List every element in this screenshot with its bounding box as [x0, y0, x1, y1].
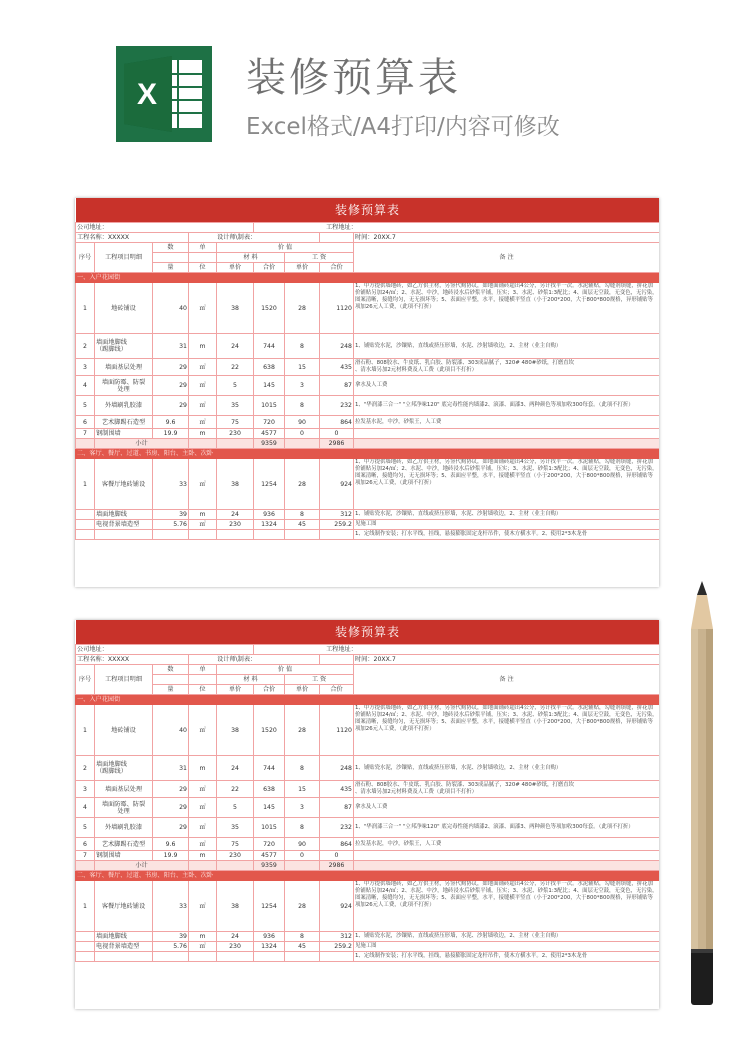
table-row: 4 墙面防霉、防裂 处理 29 ㎡ 5 145 3 87 拿水及人工费: [76, 798, 660, 818]
site-address: 工程地址：: [254, 223, 660, 233]
col-price: 价 值: [217, 665, 354, 675]
col-labor: 工 资: [285, 675, 354, 685]
col-seq: 序号: [76, 665, 95, 695]
col-labor-total: 合价: [320, 263, 354, 273]
page-title: 装修预算表: [246, 55, 461, 101]
table-row: 1 地砖铺设 40 ㎡ 38 1520 28 1120 1、甲方提供墙地砖，如乙方供主材，另签代购协议，如地面铺砖超出4公分，另计找平一次。水泥辅贴，勾缝剂填缝，拼花加价铺贴另加24/㎡；2、水泥、中沙，地砖浸水后砂浆平铺，压实；3、水泥、砂浆1:3配比；4、面层无空鼓，无变色，无污染，图案清晰，接缝均匀，无无损坏等；5、表面应平整，水平，接缝横平竖直（小于200*200，大于800*800规格，异形铺贴等项加26元人工费，（此项不打折）: [76, 705, 660, 756]
table-row: 7 钢制围墙 19.9 m 230 4577 0 0: [76, 429, 660, 439]
section-header: 一、入户花园街: [76, 273, 660, 283]
col-seq: 序号: [76, 243, 95, 273]
table-row: 1 客餐厅地砖铺设 33 ㎡ 38 1254 28 924 1、甲方提供墙地砖，如乙方供主材，另签代购协议，如地面铺砖超出4公分，另计找平一次。水泥辅贴，勾缝剂填缝，拼花加价铺贴另加24/㎡；2、水泥、中沙，地砖浸水后砂浆平铺，压实；3、水泥、砂浆1:3配比；4、面层无空鼓，无变色，无污染，图案清晰，接缝均匀，无无损坏等；5、表面应平整，水平，接缝横平竖直（小于200*200，大于800*800规格，异形铺贴等项加26元人工费，（此项不打折）: [76, 881, 660, 932]
table-row: 电视背景墙造型 5.76 ㎡ 230 1324 45 259.2 见施工图: [76, 520, 660, 530]
table-row: 1 地砖铺设 40 ㎡ 38 1520 28 1120 1、甲方提供墙地砖，如乙方供主材，另签代购协议，如地面铺砖超出4公分，另计找平一次。水泥辅贴，勾缝剂填缝，拼花加价铺贴另加24/㎡；2、水泥、中沙，地砖浸水后砂浆平铺，压实；3、水泥、砂浆1:3配比；4、面层无空鼓，无变色，无污染，图案清晰，接缝均匀，无无损坏等；5、表面应平整，水平，接缝横平竖直（小于200*200，大于800*800规格，异形铺贴等项加26元人工费，（此项不打折）: [76, 283, 660, 334]
col-material-price: 单价: [217, 685, 254, 695]
table-row: 4 墙面防霉、防裂 处理 29 ㎡ 5 145 3 87 拿水及人工费: [76, 376, 660, 396]
section-header: 一、入户花园街: [76, 695, 660, 705]
col-note: 备 注: [354, 243, 660, 273]
col-item: 工程项目明细: [95, 665, 153, 695]
col-material-total: 合价: [254, 263, 285, 273]
col-note: 备 注: [354, 665, 660, 695]
table-row: 3 墙面基层处理 29 ㎡ 22 638 15 435 滑石粉、808胶水、牛皮纸、乳白胶、防裂漆、303成品腻子，320# 480#砂纸，打磨直坎 、清水墙另加2元材料费及人工费（此项目不打折）: [76, 781, 660, 798]
table-row: 3 墙面基层处理 29 ㎡ 22 638 15 435 滑石粉、808胶水、牛皮纸、乳白胶、防裂漆、303成品腻子，320# 480#砂纸，打磨直坎 、清水墙另加2元材料费及人工费（此项目不打折）: [76, 359, 660, 376]
col-labor-price: 单价: [285, 263, 320, 273]
table-row: 墙面地脚线 39 m 24 936 8 312 1、铺贴瓷水泥，沙镶贴，直线或挤压形墙，水泥、沙射墙收边，2、主材（业主自购）: [76, 932, 660, 942]
table-row: 1 客餐厅地砖铺设 33 ㎡ 38 1254 28 924 1、甲方提供墙地砖，如乙方供主材，另签代购协议，如地面铺砖超出4公分，另计找平一次。水泥辅贴，勾缝剂填缝，拼花加价铺贴另加24/㎡；2、水泥、中沙，地砖浸水后砂浆平铺，压实；3、水泥、砂浆1:3配比；4、面层无空鼓，无变色，无污染，图案清晰，接缝均匀，无无损坏等；5、表面应平整，水平，接缝横平竖直（小于200*200，大于800*800规格，异形铺贴等项加26元人工费，（此项不打折）: [76, 459, 660, 510]
section-header: 二、客厅、餐厅、过道、书房、阳台、主卧、次卧: [76, 449, 660, 459]
table-row: 6 艺术脚踢石造型 9.6 ㎡ 75 720 90 864 拉发基水泥，中沙，砂浆王，人工费: [76, 416, 660, 429]
col-material: 材 料: [217, 253, 285, 263]
date-label: 时间：20XX.7: [354, 233, 660, 243]
col-labor-total: 合价: [320, 685, 354, 695]
subtotal-row: 小计 9359 2986: [76, 861, 660, 871]
col-material-total: 合价: [254, 685, 285, 695]
col-labor: 工 资: [285, 253, 354, 263]
col-material-price: 单价: [217, 263, 254, 273]
project-name: 工程名称：XXXXX: [76, 233, 189, 243]
excel-icon-letter: X: [136, 78, 158, 111]
table-row: 2 墙面地脚线 （踢脚线） 31 m 24 744 8 248 1、铺贴瓷水泥，沙镶贴，直线或挤压形墙，水泥、沙射墙收边，2、主材（业主自购）: [76, 756, 660, 781]
table-row: 6 艺术脚踢石造型 9.6 ㎡ 75 720 90 864 拉发基水泥，中沙，砂浆王，人工费: [76, 838, 660, 851]
section-header: 二、客厅、餐厅、过道、书房、阳台、主卧、次卧: [76, 871, 660, 881]
col-unit-b: 位: [189, 263, 217, 273]
project-name: 工程名称：XXXXX: [76, 655, 189, 665]
table-row: 5 外墙刷乳胶漆 29 ㎡ 35 1015 8 232 1、"华润漆三合一" "立邦净味120" 底完毒性能内墙漆2、滚漆、面漆3、两种颜色等项加收300每套。（此项不打折）: [76, 396, 660, 416]
col-unit-b: 位: [189, 685, 217, 695]
col-price: 价 值: [217, 243, 354, 253]
col-item: 工程项目明细: [95, 243, 153, 273]
page-subtitle: Excel格式/A4打印/内容可修改: [246, 114, 560, 140]
pencil-icon: [687, 581, 717, 1011]
col-unit: 单: [189, 243, 217, 253]
designer-label: 设计师\制表：: [189, 233, 320, 243]
sheet-preview-1: 装修预算表 公司地址： 工程地址： 工程名称：XXXXX 设计师\制表： 时间：20XX.7 序号 工程项目明细 数 单 价 值 备 注 材 料 工 资 量 位 单价 合价 单价 合价 一、入户花园街 1 地砖铺设 40 ㎡ 38 1520 28 1120 1、甲方提供墙地砖，如乙方供主材，另签代购协议，如地面铺砖超出4公分，另计找平一次。水泥辅贴，勾缝剂填缝，拼花加价铺贴另加24/㎡；2、水泥、中沙，地砖浸水后砂浆平铺，压实；3、水泥、砂浆1:3配比；4、面层无空鼓，无变色，无污染，图案清晰，接缝均匀，无无损坏等；5、表面应平整，水平，接缝横平竖直（小于200*200，大于800*800规格，异形铺贴等项加26元人工费，（此项不打折） 2 墙面地脚线 （踢脚线） 31 m 24 744 8 248 1、铺贴瓷水泥，沙镶贴，直线或挤压形墙，水泥、沙射墙收边，2、主材（业主自购） 3 墙面基层处理 29 ㎡ 22 638 15 435 滑石粉、808胶水、牛皮纸、乳白胶、防裂漆、303成品腻子，320# 480#砂纸，打磨直坎 、清水墙另加2元材料费及人工费（此项目不打折） 4 墙面防霉、防裂 处理 29 ㎡ 5 145 3 87 拿水及人工费 5 外墙刷乳胶漆 29 ㎡ 35 1015 8 232 1、"华润漆三合一" "立邦净味120" 底完毒性能内墙漆2、滚漆、面漆3、两种颜色等项加收300每套。（此项不打折） 6 艺术脚踢石造型 9.6 ㎡ 75 720 90 864 拉发基水泥，中沙，砂浆王，人工费 7 钢制围墙 19.9 m 230 4577 0 0 小计 9359 2986 二、客厅、餐厅、过道、书房、阳台、主卧、次卧 1 客餐厅地砖铺设 33 ㎡ 38 1254 28 924 1、甲方提供墙地砖，如乙方供主材，另签代购协议，如地面铺砖超出4公分，另计找平一次。水泥辅贴，勾缝剂填缝，拼花加价铺贴另加24/㎡；2、水泥、中沙，地砖浸水后砂浆平铺，压实；3、水泥、砂浆1:3配比；4、面层无空鼓，无变色，无污染，图案清晰，接缝均匀，无无损坏等；5、表面应平整，水平，接缝横平竖直（小于200*200，大于800*800规格，异形铺贴等项加26元人工费，（此项不打折） 墙面地脚线 39 m 24 936 8 312 1、铺贴瓷水泥，沙镶贴，直线或挤压形墙，水泥、沙射墙收边，2、主材（业主自购） 电视背景墙造型 5.76 ㎡ 230 1324 45 259.2 见施工图 1、定线制作安装；打水平线，挂线，悬接膨胀固定龙杆吊件，使木方横水平。2、使用2*3木龙骨: [75, 198, 659, 587]
col-qty-b: 量: [153, 685, 189, 695]
sheet-preview-2: 装修预算表 公司地址： 工程地址： 工程名称：XXXXX 设计师\制表： 时间：20XX.7 序号 工程项目明细 数 单 价 值 备 注 材 料 工 资 量 位 单价 合价 单价 合价 一、入户花园街 1 地砖铺设 40 ㎡ 38 1520 28 1120 1、甲方提供墙地砖，如乙方供主材，另签代购协议，如地面铺砖超出4公分，另计找平一次。水泥辅贴，勾缝剂填缝，拼花加价铺贴另加24/㎡；2、水泥、中沙，地砖浸水后砂浆平铺，压实；3、水泥、砂浆1:3配比；4、面层无空鼓，无变色，无污染，图案清晰，接缝均匀，无无损坏等；5、表面应平整，水平，接缝横平竖直（小于200*200，大于800*800规格，异形铺贴等项加26元人工费，（此项不打折） 2 墙面地脚线 （踢脚线） 31 m 24 744 8 248 1、铺贴瓷水泥，沙镶贴，直线或挤压形墙，水泥、沙射墙收边，2、主材（业主自购） 3 墙面基层处理 29 ㎡ 22 638 15 435 滑石粉、808胶水、牛皮纸、乳白胶、防裂漆、303成品腻子，320# 480#砂纸，打磨直坎 、清水墙另加2元材料费及人工费（此项目不打折） 4 墙面防霉、防裂 处理 29 ㎡ 5 145 3 87 拿水及人工费 5 外墙刷乳胶漆 29 ㎡ 35 1015 8 232 1、"华润漆三合一" "立邦净味120" 底完毒性能内墙漆2、滚漆、面漆3、两种颜色等项加收300每套。（此项不打折） 6 艺术脚踢石造型 9.6 ㎡ 75 720 90 864 拉发基水泥，中沙，砂浆王，人工费 7 钢制围墙 19.9 m 230 4577 0 0 小计 9359 2986 二、客厅、餐厅、过道、书房、阳台、主卧、次卧 1 客餐厅地砖铺设 33 ㎡ 38 1254 28 924 1、甲方提供墙地砖，如乙方供主材，另签代购协议，如地面铺砖超出4公分，另计找平一次。水泥辅贴，勾缝剂填缝，拼花加价铺贴另加24/㎡；2、水泥、中沙，地砖浸水后砂浆平铺，压实；3、水泥、砂浆1:3配比；4、面层无空鼓，无变色，无污染，图案清晰，接缝均匀，无无损坏等；5、表面应平整，水平，接缝横平竖直（小于200*200，大于800*800规格，异形铺贴等项加26元人工费，（此项不打折） 墙面地脚线 39 m 24 936 8 312 1、铺贴瓷水泥，沙镶贴，直线或挤压形墙，水泥、沙射墙收边，2、主材（业主自购） 电视背景墙造型 5.76 ㎡ 230 1324 45 259.2 见施工图 1、定线制作安装；打水平线，挂线，悬接膨胀固定龙杆吊件，使木方横水平。2、使用2*3木龙骨: [75, 620, 659, 1009]
table-row: 5 外墙刷乳胶漆 29 ㎡ 35 1015 8 232 1、"华润漆三合一" "立邦净味120" 底完毒性能内墙漆2、滚漆、面漆3、两种颜色等项加收300每套。（此项不打折）: [76, 818, 660, 838]
sheet-title: 装修预算表: [76, 620, 660, 645]
table-row: 电视背景墙造型 5.76 ㎡ 230 1324 45 259.2 见施工图: [76, 942, 660, 952]
subtotal-row: 小计 9359 2986: [76, 439, 660, 449]
company-address: 公司地址：: [76, 645, 254, 655]
designer-label: 设计师\制表：: [189, 655, 320, 665]
col-qty: 数: [153, 665, 189, 675]
col-unit: 单: [189, 665, 217, 675]
excel-icon: [116, 46, 212, 142]
table-row: 7 钢制围墙 19.9 m 230 4577 0 0: [76, 851, 660, 861]
sheet-title: 装修预算表: [76, 198, 660, 223]
col-qty: 数: [153, 243, 189, 253]
site-address: 工程地址：: [254, 645, 660, 655]
col-qty-b: 量: [153, 263, 189, 273]
table-row: 墙面地脚线 39 m 24 936 8 312 1、铺贴瓷水泥，沙镶贴，直线或挤压形墙，水泥、沙射墙收边，2、主材（业主自购）: [76, 510, 660, 520]
col-material: 材 料: [217, 675, 285, 685]
date-label: 时间：20XX.7: [354, 655, 660, 665]
table-row: 2 墙面地脚线 （踢脚线） 31 m 24 744 8 248 1、铺贴瓷水泥，沙镶贴，直线或挤压形墙，水泥、沙射墙收边，2、主材（业主自购）: [76, 334, 660, 359]
col-labor-price: 单价: [285, 685, 320, 695]
company-address: 公司地址：: [76, 223, 254, 233]
